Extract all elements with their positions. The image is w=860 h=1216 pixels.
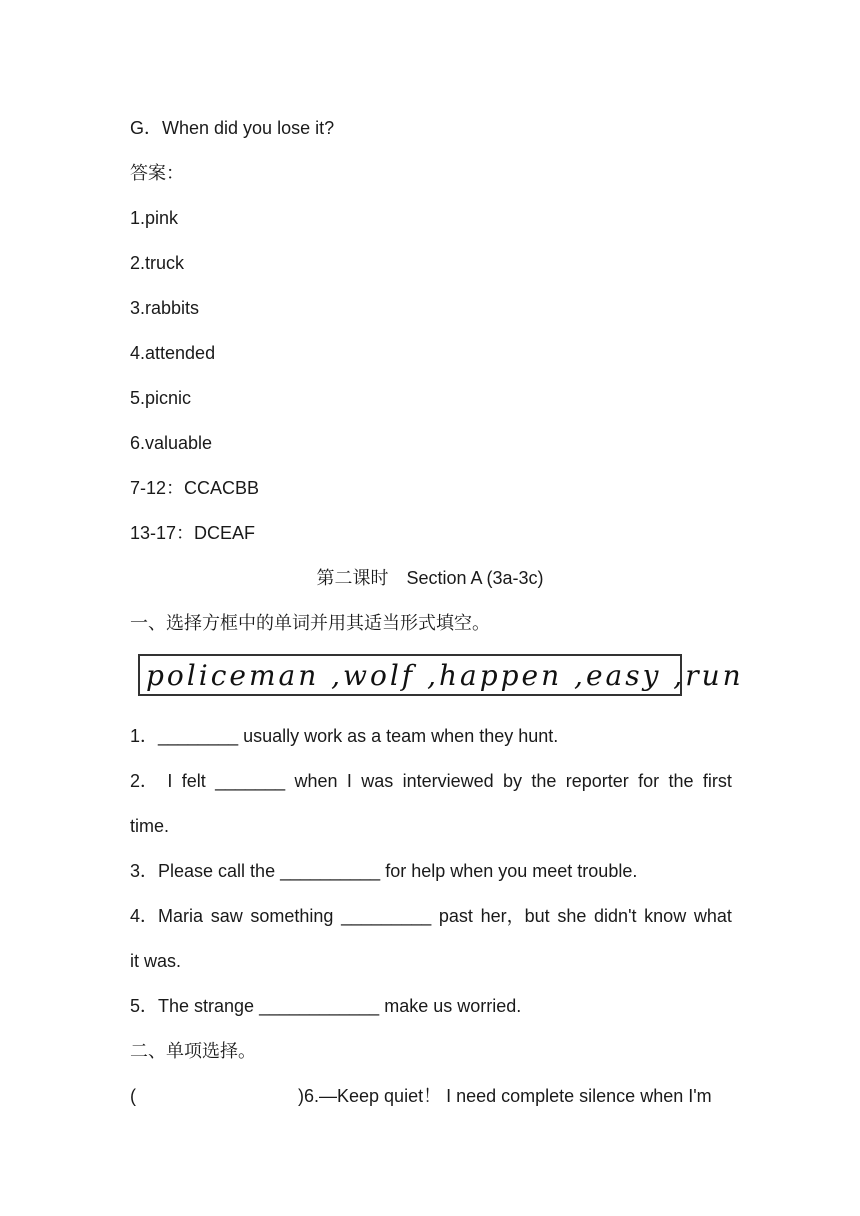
- question-6: [130, 1084, 712, 1108]
- q4-word: 4．Maria: [130, 906, 204, 926]
- q2-word: _______: [215, 771, 286, 791]
- q2-word: the: [531, 771, 557, 791]
- question-5: 5．The strange ____________ make us worried.: [130, 996, 522, 1016]
- answer-5: 5.picnic: [130, 388, 192, 408]
- question-4: [130, 904, 732, 928]
- q2-word: the: [668, 771, 694, 791]
- q4-word: didn't: [594, 906, 637, 926]
- q4-word: she: [557, 906, 587, 926]
- answer-6: 6.valuable: [130, 433, 213, 453]
- answer-4: 4.attended: [130, 343, 216, 363]
- answer-13-17: 13-17：DCEAF: [130, 523, 256, 543]
- q4-word: _________: [341, 906, 432, 926]
- q4-word: her，but: [480, 906, 550, 926]
- q2-word: felt: [181, 771, 206, 791]
- question-2-continued: time.: [130, 816, 170, 836]
- q2-word: by: [502, 771, 522, 791]
- q2-word: first: [702, 771, 732, 791]
- q4-word: saw: [210, 906, 243, 926]
- part-2-heading: 二、单项选择。: [130, 1041, 256, 1061]
- answer-7-12: 7-12：CCACBB: [130, 478, 260, 498]
- q4-word: past: [438, 906, 473, 926]
- q2-word: interviewed: [402, 771, 494, 791]
- answer-2: 2.truck: [130, 253, 185, 273]
- q4-word: something: [250, 906, 334, 926]
- word-box: [138, 654, 744, 696]
- question-2: [130, 769, 732, 793]
- q2-word: reporter: [565, 771, 629, 791]
- word-box-text: policeman ,wolf ,happen ,easy ,run: [146, 658, 744, 692]
- q2-word: I: [167, 771, 173, 791]
- part-1-heading: 一、选择方框中的单词并用其适当形式填空。: [130, 613, 490, 633]
- answer-1: 1.pink: [130, 208, 179, 228]
- answer-label: 答案：: [130, 163, 184, 183]
- q6-text: )6.—Keep quiet！ I need complete silence when I'm: [298, 1086, 712, 1106]
- question-3: 3．Please call the __________ for help when you meet trouble.: [130, 861, 638, 881]
- q2-word: I: [346, 771, 352, 791]
- q2-word: 2．: [130, 771, 159, 791]
- lesson-title: 第二课时 Section A (3a-3c): [316, 568, 544, 588]
- question-1: 1．________ usually work as a team when they hunt.: [130, 726, 559, 746]
- q6-open-paren: (: [130, 1086, 136, 1106]
- q2-word: was: [361, 771, 394, 791]
- question-4-continued: it was.: [130, 951, 182, 971]
- q2-word: when: [294, 771, 338, 791]
- answer-3: 3.rabbits: [130, 298, 200, 318]
- q2-word: for: [638, 771, 660, 791]
- line-g: G．When did you lose it?: [130, 118, 335, 138]
- q4-word: know: [644, 906, 687, 926]
- q4-word: what: [693, 906, 732, 926]
